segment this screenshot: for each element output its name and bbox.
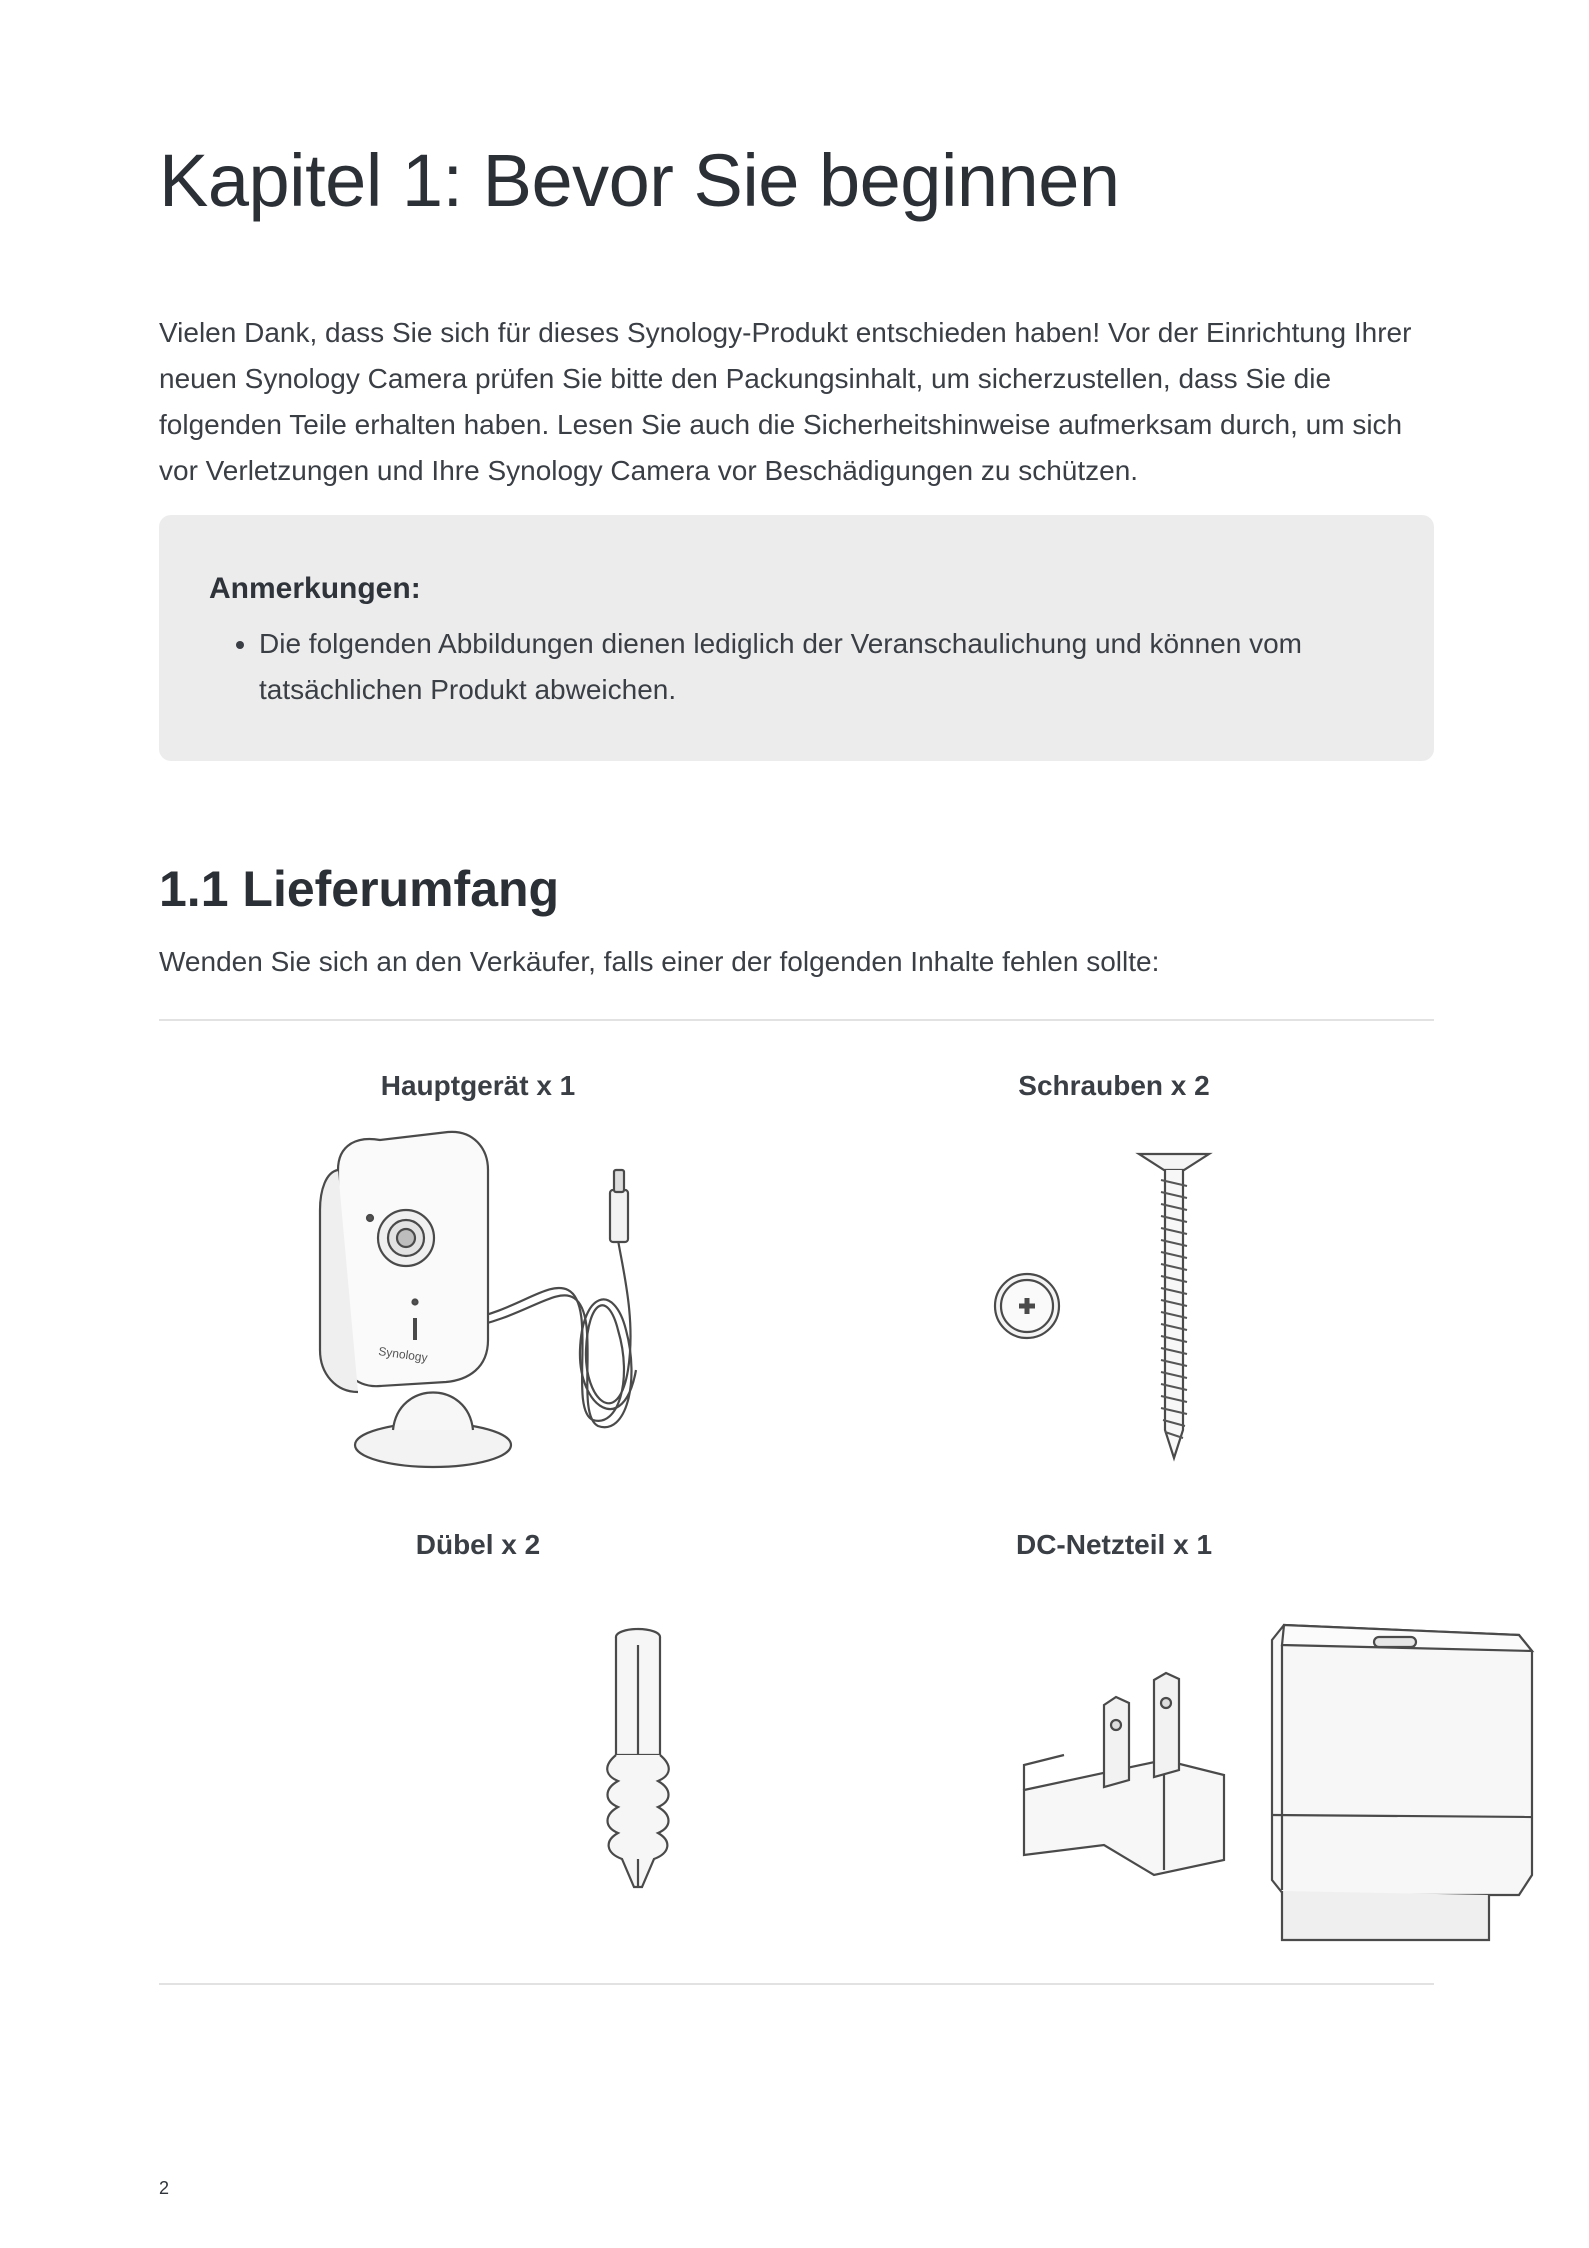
item-label-wall-anchors: Dübel x 2 [415, 1529, 541, 1560]
section-title: 1.1 Lieferumfang [159, 861, 560, 917]
item-label-power-adapter: DC-Netzteil x 1 [1015, 1529, 1213, 1560]
page-number: 2 [159, 2178, 170, 2198]
note-box [159, 515, 1434, 761]
intro-paragraph: Vielen Dank, dass Sie sich für dieses Synology-Produkt entschieden haben! Vor der Einrichtung Ihrer neuen Synology Camera prüfen Sie bitte den Packungsinhalt, um sicherzustellen, dass Sie die folgenden Teile erhalten haben. Lesen Sie auch die Sicherheitshinweise aufmerksam durch, um sich vor Verletzungen und Ihre Synology Camera vor Beschädigungen zu schützen. [159, 317, 1412, 486]
chapter-title: Kapitel 1: Bevor Sie beginnen [159, 139, 1120, 222]
divider-bottom [159, 1983, 1434, 1985]
camera-illustration [318, 1130, 658, 1480]
camera-logo-text: Synology [377, 1344, 429, 1365]
note-item: • Die folgenden Abbildungen dienen lediglich der Veranschaulichung und können vom tatsächlichen Produkt abweichen. [259, 621, 1384, 713]
divider-top [159, 1019, 1434, 1021]
power-adapter-illustration [1014, 1595, 1539, 1945]
note-list [209, 621, 1384, 713]
item-label-screws: Schrauben x 2 [1018, 1070, 1210, 1101]
section-intro: Wenden Sie sich an den Verkäufer, falls einer der folgenden Inhalte fehlen sollte: [159, 946, 1160, 977]
manual-page [159, 0, 1434, 2248]
wall-anchor-illustration [598, 1625, 678, 1895]
note-heading: Anmerkungen: [209, 572, 421, 605]
screw-illustration [989, 1140, 1249, 1470]
item-label-main-unit: Hauptgerät x 1 [380, 1070, 576, 1101]
